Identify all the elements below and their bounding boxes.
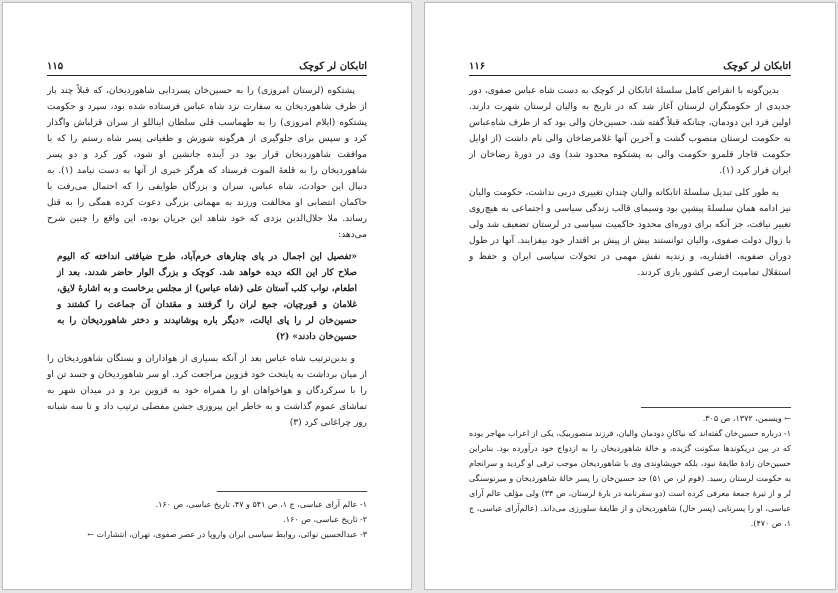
right-footnotes [469, 411, 791, 531]
left-quote-paragraph: «تفصیل این اجمال در پای چنارهای خرم‌آباد، طرح ضیافتی انداخته که الیوم صلاح کار این الکه دیده خواهد شد. کوچک و بزرگ الوار حاضر شدند. بعد از اطعام، نواب کلب آستان علی (شاه عباس) از مجلس برخاست و به اشارهٔ لایق، غلامان و قورچیان، جمع لران را گرفتند و مقتدان آن جماعت را کشتند و حسین‌خان لر را پای ایالت، «دیگر باره پوشانیدند و دختر شاهوردیخان را به حسین‌خان دادند» (۲) [57, 252, 357, 342]
left-footnote-1: ۱- عالم آرای عباسی، ج ۱، ص ۵۴۱ و ۴۷، تاریخ عباسی، ص ۱۶۰. [155, 500, 367, 509]
left-footnotes [47, 497, 367, 542]
right-paragraph-2: به طور کلی تبدیل سلسلهٔ اتابکانه والیان چندان تغییری دربی نداشت، حکومت والیان نیز ادامه همان سلسلهٔ پیشین بود وسیمای قالب زندگی سیاسی و اجتماعی به هیچ‌روی تغییر نیافت، جز آنکه برای دوره‌ای محدود حاکمیت سیاسی در لرستان تضعیف شد ولی با زوال دولت صفوی، والیان توانستند بیش از پیش بر اقتدار خود بیفزایند. آنها در طول دوران صفویه، افشاریه، و زندیه نقش مهمی در تحولات سیاسی ایران و حفظ و استقلال تمامیت ارضی کشور بازی کردند. [469, 188, 791, 278]
left-paragraph-1: پشتکوه (لرستان امروزی) را به حسین‌خان پسردایی شاهوردیخان، که قبلاً چند بار از طرف شاهوردیخان به سفارت نزد شاه عباس فرستاده شده بود، سپرد و حکومت پشتکوه (ایلام امروزی) را به طهماسب قلی سلطان ایناللو از سران قزلباش واگذار کرد و سپس برای جلوگیری از هرگونه شورش و طغیانی پسر شاه رستم را که با موافقت شاهوردیخان قرار بود در آینده جانشین او شود، کور کرد و دو پسر شاهوردیخان را به قلعهٔ الموت فرستاد که هرگز خبری از آنها به دست نیامد (۱). به دنبال این حوادث، شاه عباس، سران و بزرگان طوایفی را که احتمال می‌رفت با حاکمان انتصابی او مخالفت ورزند به مهمانی بزرگی دعوت کرده همگی را به قتل رساند. ملا جلال‌الدین یزدی که خود شاهد این جریان بوده، این واقع را چنین شرح می‌دهد: [47, 86, 367, 240]
left-running-title: اتابکان لر کوچک [299, 61, 367, 72]
left-footnote-3: ۳- عبدالحسین نوائی، روابط سیاسی ایران واروپا در عصر صفوی، تهران، انتشارات ← [87, 530, 367, 539]
right-book-page [424, 2, 836, 590]
left-book-page [2, 2, 412, 590]
right-footnote-continued: ← ویسمن، ۱۳۷۲، ص ۳۰۵. [702, 414, 791, 423]
left-footnote-rule [217, 491, 367, 492]
left-footnote-2: ۲- تاریخ عباسی، ص ۱۶۰. [283, 515, 367, 524]
right-page-header [469, 59, 791, 76]
right-paragraph-1: بدین‌گونه با انقراض کامل سلسلهٔ اتابکان لر کوچک به دست شاه عباس صفوی، دور جدیدی از حکومتگران لرستان آغاز شد که در تاریخ به والیان لرستان شهرت دارند. اولین فرد این دودمان، چنانکه قبلاً گفته شد، حسین‌خان والی بود که از طرف شاه‌عباس به حکومت لرستان منصوب گشت و آخرین آنها غلامرضاخان والی نام داشت (از اوایل حکومت قاجار قلمرو حکومت والی به پشتکوه محدود شد) وی در دورهٔ رضاخان از ایران فرار کرد (۱). [469, 86, 791, 176]
right-body-text [469, 83, 791, 287]
left-page-header [47, 59, 367, 76]
left-body-text [47, 83, 367, 437]
left-page-number: ۱۱۵ [47, 61, 64, 72]
right-running-title: اتابکان لر کوچک [723, 61, 791, 72]
right-footnote-rule [641, 407, 791, 408]
left-paragraph-3: و بدین‌ترتیب شاه عباس بعد از آنکه بسیاری از هواداران و بستگان شاهوردیخان را از میان برداشت به پایتخت خود قزوین مراجعت کرد. او سر شاهوردیخان و جسد تن او را با سرکردگان و هواخواهان او را همراه خود به قزوین برد و در میدان شهر به تماشای عموم گذاشت و به خاطر این پیروزی جشن مفصلی ترتیب داد و تا سه شبانه روز چراغانی کرد (۳) [47, 354, 367, 428]
right-page-number: ۱۱۶ [469, 61, 486, 72]
right-footnote-1: ۱- درباره حسین‌خان گفته‌اند که نیاکانِ دودمان والیان، فرزند منصوربیک، یکی از اعراب مهاجر بوده که در بین دریکوندها سکونت گزیده، و خالهٔ شاهوردیخان را به ازدواج خود درآورده بود. بنابراین حسین‌خان زادهٔ طایفهٔ نبود، بلکه خویشاوندی وی با شاهوردیخان موجب ترقی او گردید و سرانجام به حکومت لرستان رسید. (قوم لر، ص ۵۱) جد حسین‌خان را پسر خالهٔ شاهوردیخان و میرنوسنگی لر و از تیرهٔ جمعهٔ معرفی کرده است (دو سفرنامه در بارهٔ لرستان، ص ۳۴) ولی مؤلف عالم آرای عباسی، او را پسرنایی (پسر خال) شاهوردیخان و از طایفهٔ سلورزی می‌داند. (عالم‌آرای عباسی، ج ۱، ص ۴۷۰). [469, 429, 792, 528]
